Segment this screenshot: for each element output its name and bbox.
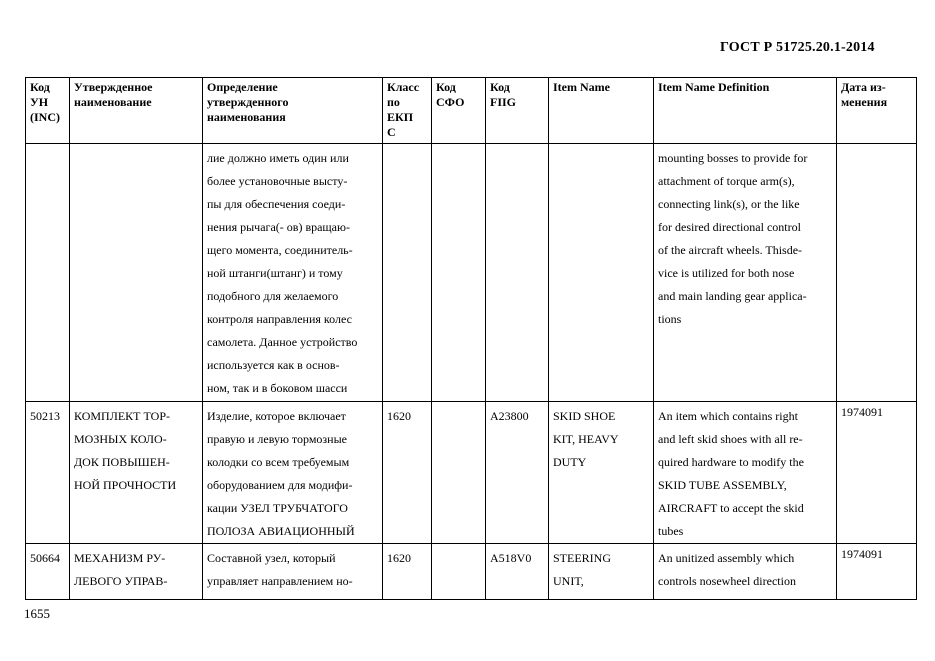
table-row <box>26 544 917 600</box>
header-text-line: менения <box>841 95 888 109</box>
cell-text-line: контроля направления колес <box>207 312 352 326</box>
cell-text-line: An item which contains right <box>658 409 798 423</box>
cell-text: 50664 <box>30 551 60 565</box>
cell-text-line: подобного для желаемого <box>207 289 339 303</box>
cell-text-line: самолета. Данное устройство <box>207 335 358 349</box>
cell-text-line: правую и левую тормозные <box>207 432 347 446</box>
table-body <box>26 144 917 600</box>
col-definition-header <box>203 78 383 144</box>
col-name-header <box>70 78 203 144</box>
cell-text: 50213 <box>30 409 60 423</box>
col-fiig-header <box>486 78 549 144</box>
table-row <box>26 402 917 544</box>
cell-text-line: ДОК ПОВЫШЕН- <box>74 455 170 469</box>
cell-text: A23800 <box>490 409 529 423</box>
standard-title: ГОСТ Р 51725.20.1-2014 <box>720 40 875 55</box>
cell-text-line: Составной узел, который <box>207 551 336 565</box>
cell-text-line: используется как в основ- <box>207 358 340 372</box>
cell-text-line: tions <box>658 312 682 326</box>
table-row <box>26 144 917 402</box>
cell-text-line: An unitized assembly which <box>658 551 795 565</box>
cell-class <box>383 144 432 402</box>
table-header-row <box>26 78 917 144</box>
cell-item-def <box>654 144 837 402</box>
header-text-line: Класс <box>387 80 420 94</box>
cell-text-line: attachment of torque arm(s), <box>658 174 795 188</box>
cell-text-line: controls nosewheel direction <box>658 574 796 588</box>
cell-inc <box>26 402 70 544</box>
header-text-line: С <box>387 125 396 139</box>
cell-text-line: лие должно иметь один или <box>207 151 349 165</box>
cell-definition <box>203 402 383 544</box>
header-text-line: СФО <box>436 95 465 109</box>
cell-class <box>383 402 432 544</box>
cell-text-line: НОЙ ПРОЧНОСТИ <box>74 478 177 492</box>
cell-text-line: управляет направлением но- <box>207 574 353 588</box>
header-text-line: Item Name Definition <box>658 80 770 94</box>
cell-text-line: более установочные высту- <box>207 174 348 188</box>
header-text-line: Утвержденное <box>74 80 153 94</box>
cell-text-line: колодки со всем требуемым <box>207 455 350 469</box>
header-text-line: Определение <box>207 80 278 94</box>
col-inc-header <box>26 78 70 144</box>
cell-text-line: STEERING <box>553 551 611 565</box>
cell-text-line: and main landing gear applica- <box>658 289 807 303</box>
header-text-line: Дата из- <box>841 80 886 94</box>
cell-text: 1974091 <box>841 405 883 419</box>
cell-text-line: tubes <box>658 524 684 538</box>
cell-name <box>70 402 203 544</box>
cell-text-line: SKID SHOE <box>553 409 616 423</box>
cell-text-line: KIT, HEAVY <box>553 432 619 446</box>
col-item-name-header <box>549 78 654 144</box>
cell-text-line: of the aircraft wheels. Thisde- <box>658 243 803 257</box>
cell-text-line: vice is utilized for both nose <box>658 266 795 280</box>
header-text-line: Код <box>436 80 456 94</box>
cell-item-name <box>549 402 654 544</box>
cell-text-line: and left skid shoes with all re- <box>658 432 803 446</box>
cell-item-name <box>549 144 654 402</box>
cell-text-line: ной штанги(штанг) и тому <box>207 266 343 280</box>
cell-text-line: оборудованием для модифи- <box>207 478 353 492</box>
col-sfo-header <box>432 78 486 144</box>
cell-text-line: ном, так и в боковом шасси <box>207 381 348 395</box>
cell-text-line: quired hardware to modify the <box>658 455 804 469</box>
cell-name <box>70 544 203 600</box>
cell-text-line: UNIT, <box>553 574 584 588</box>
cell-sfo <box>432 402 486 544</box>
cell-text-line: AIRCRAFT to accept the skid <box>658 501 804 515</box>
cell-text-line: connecting link(s), or the like <box>658 197 800 211</box>
cell-text-line: МЕХАНИЗМ РУ- <box>74 551 166 565</box>
cell-text: 1974091 <box>841 547 883 561</box>
cell-text-line: кации УЗЕЛ ТРУБЧАТОГО <box>207 501 348 515</box>
cell-fiig <box>486 144 549 402</box>
cell-definition <box>203 144 383 402</box>
cell-text-line: нения рычага(- ов) вращаю- <box>207 220 350 234</box>
col-item-def-header <box>654 78 837 144</box>
cell-text-line: mounting bosses to provide for <box>658 151 808 165</box>
header-text-line: (INC) <box>30 110 60 124</box>
cell-text-line: DUTY <box>553 455 587 469</box>
header-text-line: FIIG <box>490 95 517 109</box>
cell-sfo <box>432 144 486 402</box>
cell-name <box>70 144 203 402</box>
cell-fiig <box>486 544 549 600</box>
cell-text-line: пы для обеспечения соеди- <box>207 197 346 211</box>
cell-item-def <box>654 544 837 600</box>
cell-fiig <box>486 402 549 544</box>
cell-text-line: щего момента, соединитель- <box>207 243 353 257</box>
cell-inc <box>26 544 70 600</box>
cell-class <box>383 544 432 600</box>
header-text-line: Код <box>490 80 510 94</box>
header-text-line: по <box>387 95 400 109</box>
cell-inc <box>26 144 70 402</box>
cell-sfo <box>432 544 486 600</box>
cell-text: 1620 <box>387 551 411 565</box>
page-number: 1655 <box>24 606 50 621</box>
cell-date <box>837 402 917 544</box>
cell-text-line: МОЗНЫХ КОЛО- <box>74 432 167 446</box>
cell-text-line: КОМПЛЕКТ ТОР- <box>74 409 171 423</box>
cell-definition <box>203 544 383 600</box>
cell-item-name <box>549 544 654 600</box>
header-text-line: УН <box>30 95 49 109</box>
cell-text-line: Изделие, которое включает <box>207 409 346 423</box>
header-text-line: Item Name <box>553 80 610 94</box>
cell-item-def <box>654 402 837 544</box>
cell-text: A518V0 <box>490 551 532 565</box>
header-text-line: наименование <box>74 95 152 109</box>
cell-date <box>837 544 917 600</box>
header-text-line: Код <box>30 80 50 94</box>
cell-text-line: ЛЕВОГО УПРАВ- <box>74 574 168 588</box>
col-class-header <box>383 78 432 144</box>
cell-text-line: for desired directional control <box>658 220 801 234</box>
header-text-line: ЕКП <box>387 110 414 124</box>
cell-date <box>837 144 917 402</box>
specification-table <box>25 77 917 600</box>
header-text-line: утвержденного <box>207 95 289 109</box>
cell-text: 1620 <box>387 409 411 423</box>
col-date-header <box>837 78 917 144</box>
header-text-line: наименования <box>207 110 286 124</box>
cell-text-line: SKID TUBE ASSEMBLY, <box>658 478 787 492</box>
cell-text-line: ПОЛОЗА АВИАЦИОННЫЙ <box>207 524 355 538</box>
